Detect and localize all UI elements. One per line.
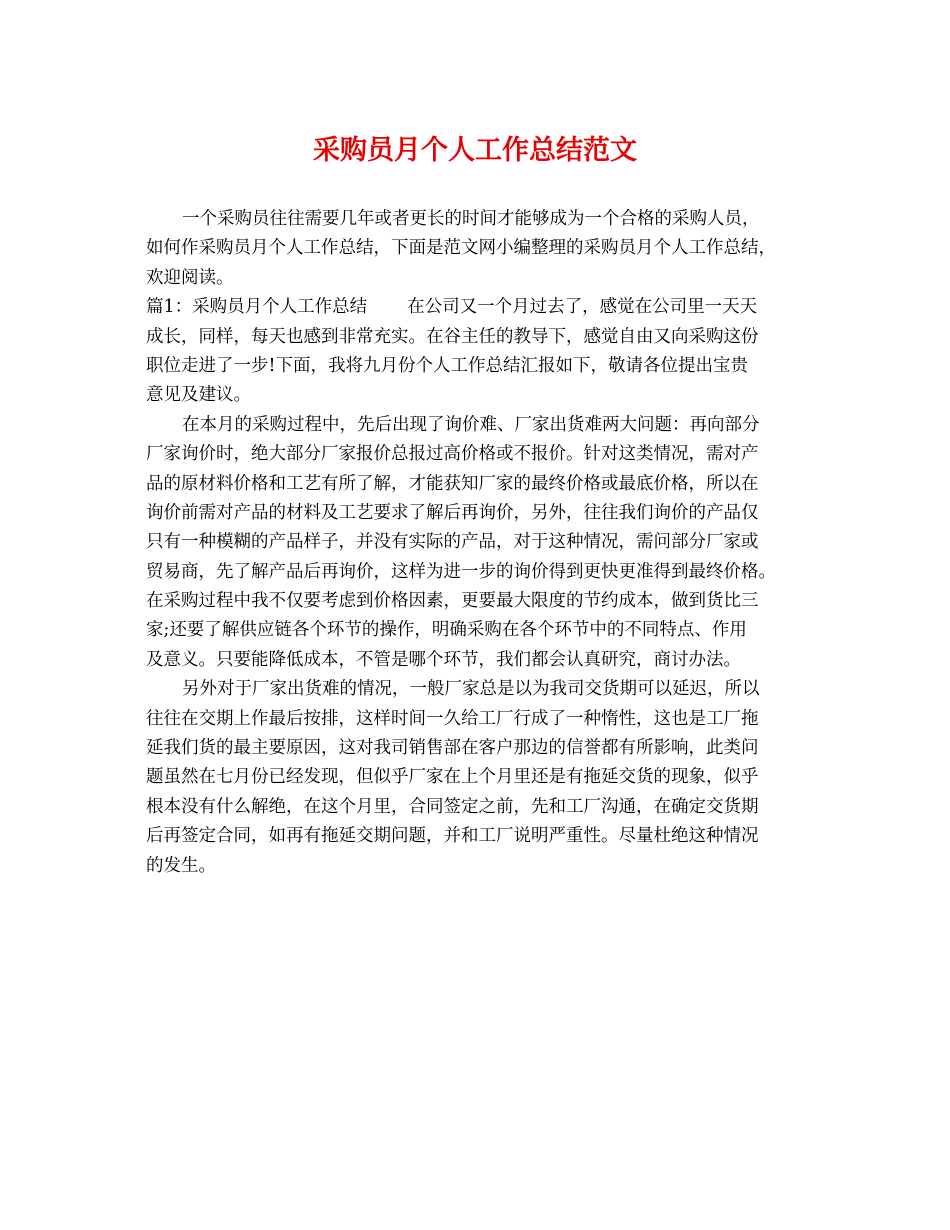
- text-line: 在本月的采购过程中，先后出现了询价难、厂家出货难两大问题：再向部分: [182, 414, 760, 435]
- text-line: 厂家询价时，绝大部分厂家报价总报过高价格或不报价。针对这类情况，需对产: [146, 444, 759, 465]
- document-body: [146, 205, 816, 881]
- text-line: 贸易商，先了解产品后再询价，这样为进一步的询价得到更快更准得到最终价格。: [146, 561, 776, 582]
- text-line: 往往在交期上作最后按排，这样时间一久给工厂行成了一种惰性，这也是工厂拖: [146, 708, 759, 729]
- text-line: [146, 293, 816, 322]
- text-line: 的发生。: [146, 855, 216, 876]
- paragraph-2: [146, 411, 816, 676]
- text-line: 如何作采购员月个人工作总结，下面是范文网小编整理的采购员月个人工作总结，: [146, 238, 776, 259]
- text-line: 成长，同样，每天也感到非常充实。在谷主任的教导下，感觉自由又向采购这份: [146, 326, 759, 347]
- text-line: 家;还要了解供应链各个环节的操作，明确采购在各个环节中的不同特点、作用: [146, 620, 747, 641]
- text-line: 只有一种模糊的产品样子，并没有实际的产品，对于这种情况，需问部分厂家或: [146, 532, 759, 553]
- section1-paragraph: [146, 293, 816, 411]
- text-line: 题虽然在七月份已经发现，但似乎厂家在上个月里还是有拖延交货的现象，似乎: [146, 767, 759, 788]
- text-line: 意见及建议。: [146, 385, 251, 406]
- text-line: 一个采购员往往需要几年或者更长的时间才能够成为一个合格的采购人员，: [182, 209, 760, 229]
- section-heading: 篇1：采购员月个人工作总结: [146, 297, 368, 318]
- text-line: 另外对于厂家出货难的情况，一般厂家总是以为我司交货期可以延迟，所以: [182, 679, 760, 700]
- text-line: 在采购过程中我不仅要考虑到价格因素，更要最大限度的节约成本，做到货比三: [146, 591, 759, 612]
- text-line: 根本没有什么解绝，在这个月里，合同签定之前，先和工厂沟通，在确定交货期: [146, 796, 759, 817]
- paragraph-3: [146, 675, 816, 881]
- text-span: 在公司又一个月过去了，感觉在公司里一天天: [407, 297, 758, 318]
- text-line: 品的原材料价格和工艺有所了解，才能获知厂家的最终价格或最底价格，所以在: [146, 473, 759, 494]
- text-line: 延我们货的最主要原因，这对我司销售部在客户那边的信誉都有所影响，此类问: [146, 738, 759, 759]
- text-line: 欢迎阅读。: [146, 267, 234, 288]
- text-line: 职位走进了一步!下面，我将九月份个人工作总结汇报如下，敬请各位提出宝贵: [146, 355, 749, 376]
- intro-paragraph: [146, 205, 816, 293]
- text-line: 询价前需对产品的材料及工艺要求了解后再询价，另外，往往我们询价的产品仅: [146, 502, 759, 523]
- text-line: 及意义。只要能降低成本，不管是哪个环节，我们都会认真研究，商讨办法。: [146, 649, 741, 670]
- text-line: 后再签定合同，如再有拖延交期问题，并和工厂说明严重性。尽量杜绝这种情况: [146, 826, 759, 847]
- page-title: 采购员月个人工作总结范文: [313, 135, 637, 166]
